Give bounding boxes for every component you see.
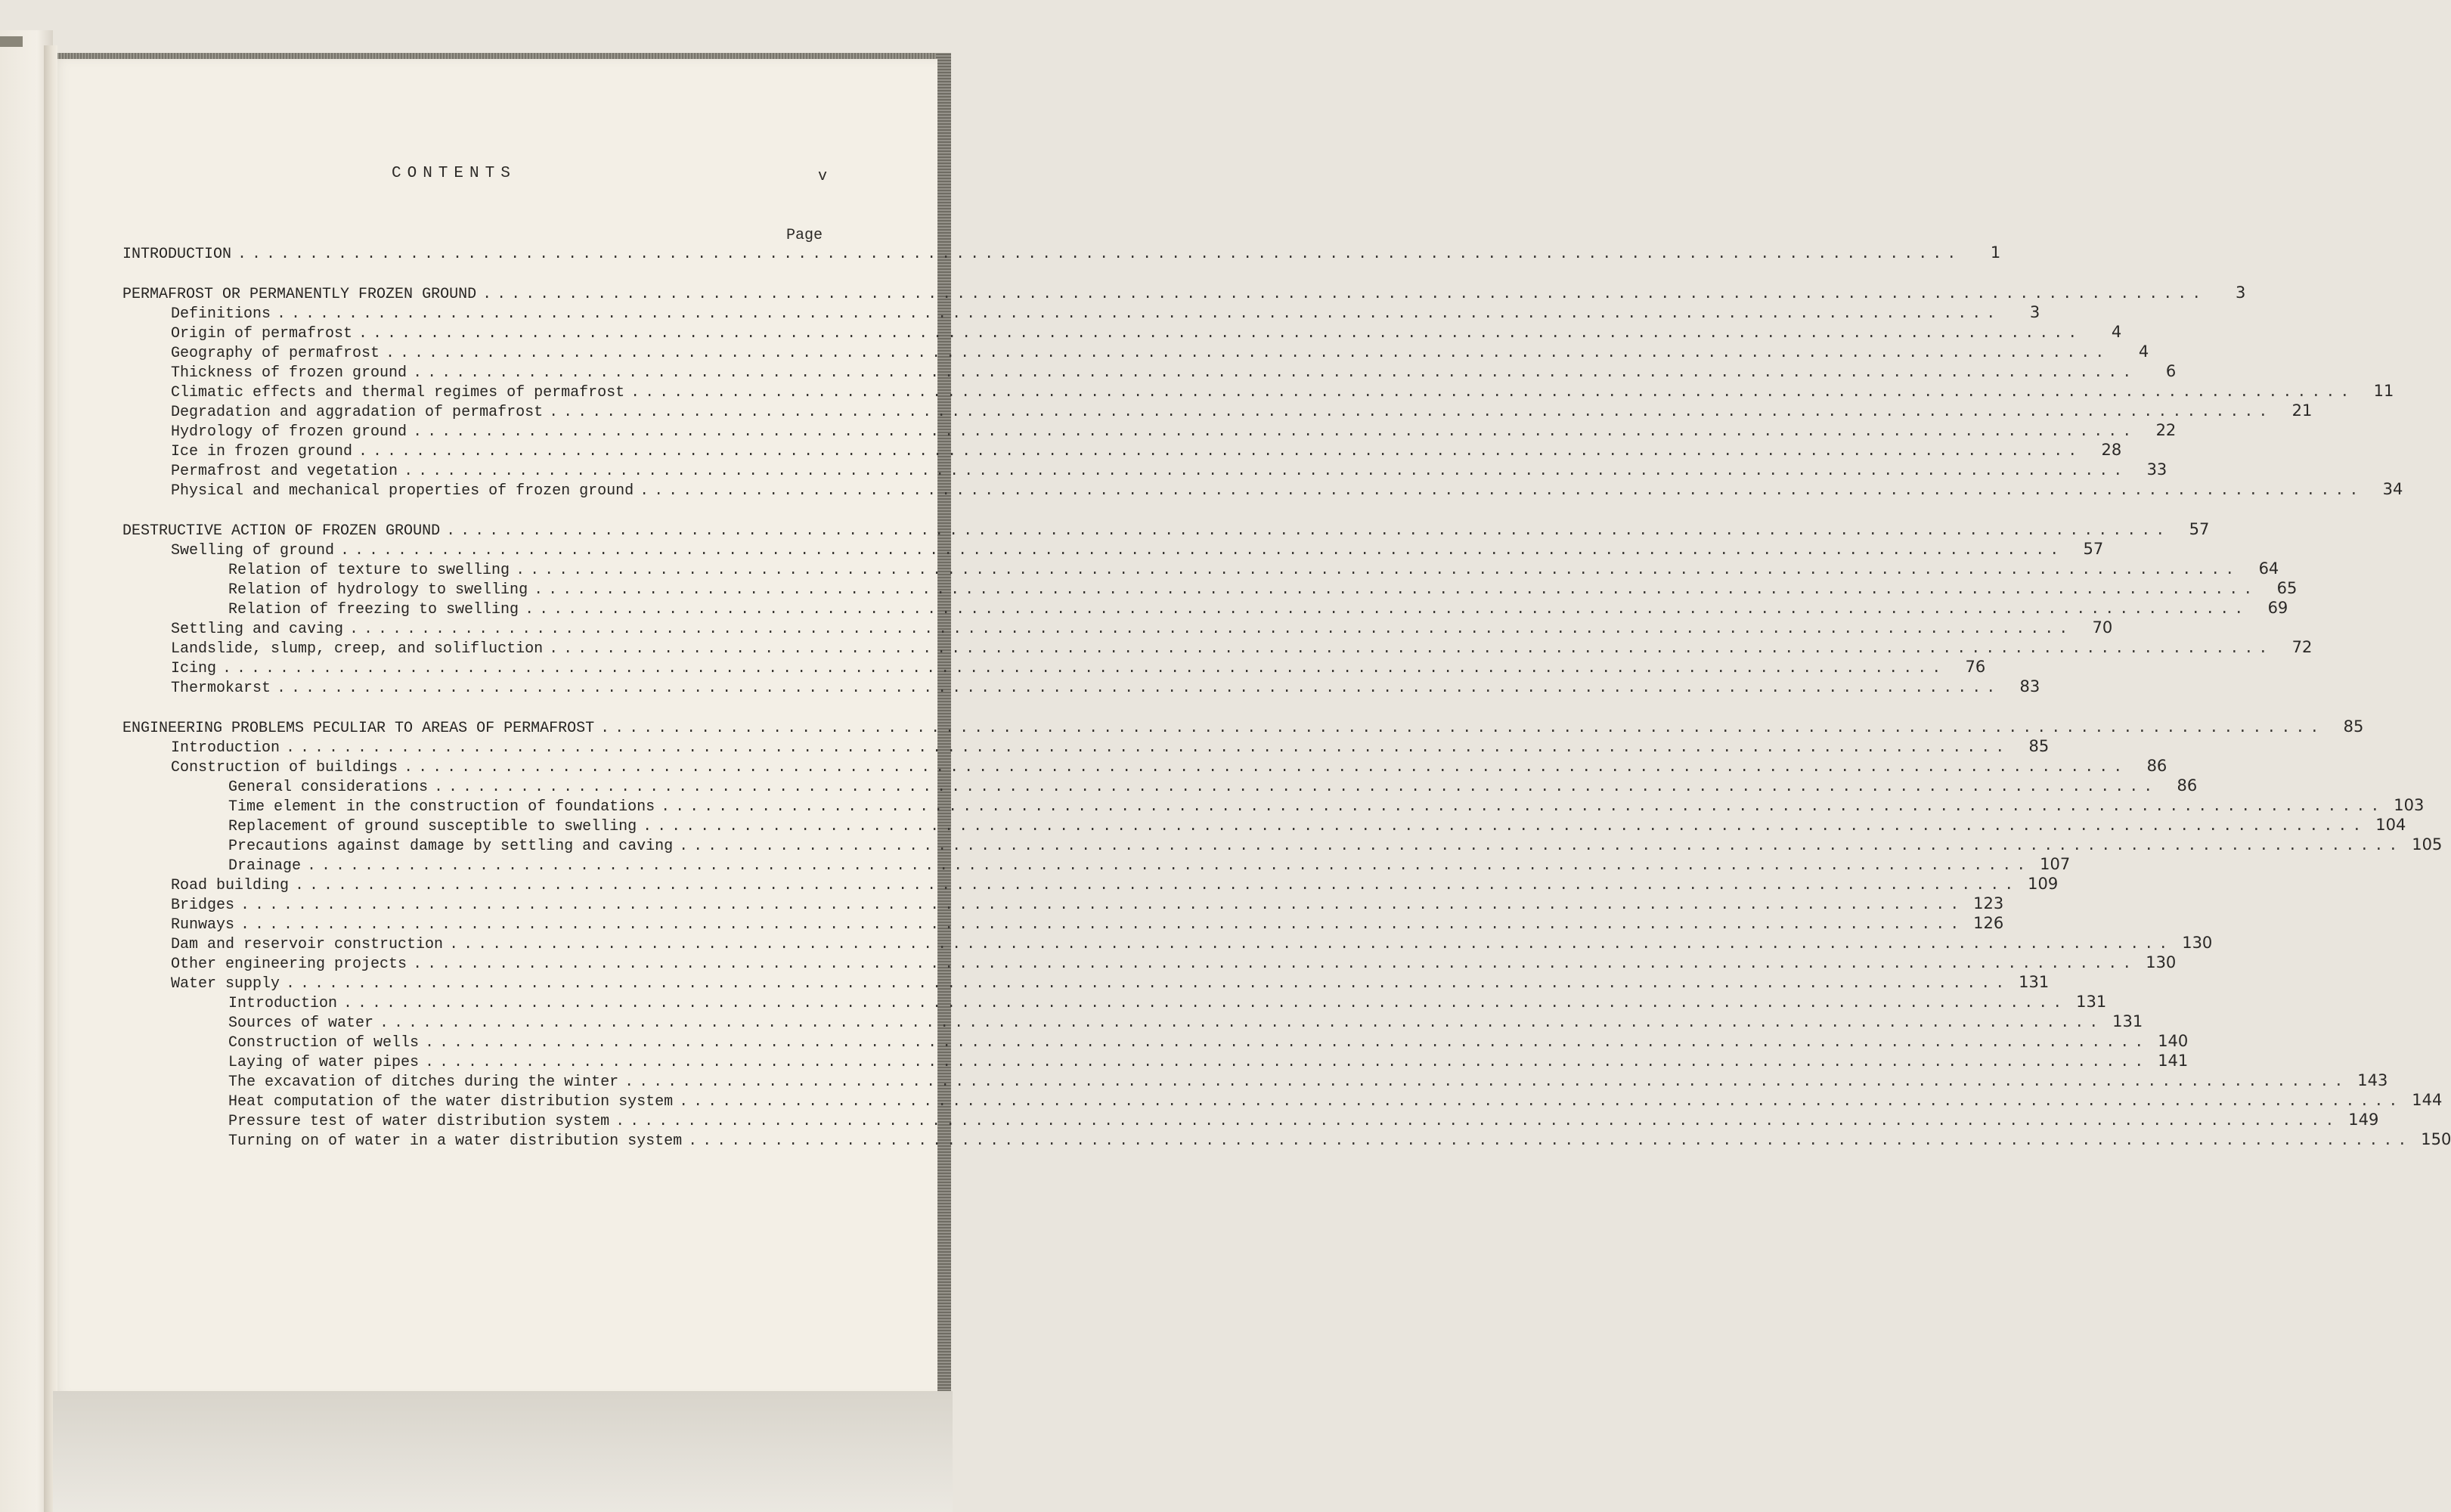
toc-entry	[228, 1129, 2451, 1150]
toc-entry	[122, 717, 2364, 737]
dot-leader: ........................................................................................................................	[295, 877, 2019, 894]
toc-entry	[171, 539, 2104, 559]
toc-entry-page: 149	[2348, 1111, 2379, 1129]
toc-entry-title: PERMAFROST OR PERMANENTLY FROZEN GROUND	[122, 286, 477, 303]
toc-entry-title: Introduction	[171, 739, 280, 757]
toc-entry	[228, 795, 2425, 816]
toc-entry	[228, 835, 2443, 855]
dot-leader: ........................................................................................................................	[340, 542, 2065, 559]
toc-entry-page: 105	[2412, 835, 2443, 854]
toc-entry	[171, 401, 2313, 421]
toc-entry	[171, 736, 2050, 757]
toc-entry-title: Other engineering projects	[171, 956, 407, 973]
toc-entry-page: 131	[2112, 1012, 2143, 1030]
toc-entry-title: The excavation of ditches during the winter	[228, 1074, 619, 1091]
toc-entry-page: 21	[2291, 401, 2313, 420]
toc-entry-page: 85	[2343, 717, 2364, 736]
toc-entry-page: 6	[2165, 362, 2177, 380]
toc-entry-page: 143	[2357, 1071, 2388, 1089]
toc-entry	[171, 953, 2177, 973]
dot-leader: ........................................................................................................................	[413, 956, 2137, 973]
dot-leader: ........................................................................................................................	[449, 936, 2174, 953]
page-number: v	[818, 168, 828, 185]
toc-entry-title: Physical and mechanical properties of frozen ground	[171, 482, 634, 500]
toc-entry-title: General considerations	[228, 779, 429, 796]
toc-entry	[122, 283, 2246, 303]
dot-leader: ........................................................................................................................	[661, 798, 2385, 816]
dot-leader: ........................................................................................................................	[534, 581, 2258, 599]
dot-leader: ........................................................................................................................	[624, 1074, 2349, 1091]
dot-leader: ........................................................................................................................	[688, 1132, 2412, 1150]
dot-leader: ........................................................................................................................	[286, 739, 2010, 757]
toc-entry-title: Landslide, slump, creep, and solifluction	[171, 640, 544, 658]
dot-leader: ........................................................................................................................	[525, 601, 2249, 618]
dot-leader: ........................................................................................................................	[286, 975, 2010, 993]
toc-entry-page: 83	[2019, 677, 2040, 696]
toc-entry-page: 4	[2111, 323, 2122, 341]
toc-entry	[171, 972, 2050, 993]
toc-entry-page: 69	[2267, 599, 2288, 617]
toc-entry-title: Precautions against damage by settling and caving	[228, 838, 674, 855]
toc-entry-title: Settling and caving	[171, 621, 344, 638]
toc-entry	[171, 657, 1986, 677]
dot-leader: ........................................................................................................................	[615, 1113, 2340, 1130]
toc-entry-title: Definitions	[171, 305, 271, 323]
toc-entry	[228, 1051, 2189, 1071]
toc-entry-title: Runways	[171, 916, 235, 934]
dot-leader: ........................................................................................................................	[434, 779, 2158, 796]
toc-entry-title: Drainage	[228, 857, 302, 875]
toc-entry	[122, 243, 2001, 263]
toc-entry-page: 130	[2146, 953, 2177, 971]
toc-entry-title: Construction of wells	[228, 1034, 420, 1052]
page-column-label: Page	[786, 227, 823, 244]
toc-entry-title: Relation of freezing to swelling	[228, 601, 519, 618]
dot-leader: ........................................................................................................................	[549, 404, 2273, 421]
toc-entry-page: 28	[2101, 441, 2122, 459]
toc-entry-page: 57	[2083, 540, 2104, 558]
toc-entry-page: 86	[2177, 776, 2198, 795]
toc-entry	[171, 460, 2167, 480]
toc-entry-title: Replacement of ground susceptible to swelling	[228, 818, 637, 835]
dot-leader: ........................................................................................................................	[404, 463, 2128, 480]
dot-leader: ........................................................................................................................	[404, 759, 2128, 776]
dot-leader: ........................................................................................................................	[631, 384, 2355, 401]
toc-entry-title: Thickness of frozen ground	[171, 364, 407, 382]
toc-entry	[228, 1012, 2143, 1032]
dot-leader: ........................................................................................................................	[307, 857, 2031, 875]
toc-entry-title: Heat computation of the water distribution system	[228, 1093, 674, 1111]
toc-entry-page: 33	[2146, 460, 2167, 479]
toc-entry	[171, 381, 2394, 401]
toc-entry-page: 3	[2029, 303, 2040, 321]
toc-entry	[228, 578, 2298, 599]
toc-entry	[228, 1070, 2388, 1091]
toc-entry-page: 131	[2019, 973, 2050, 991]
toc-entry-page: 64	[2258, 559, 2279, 578]
toc-entry	[228, 1110, 2379, 1130]
toc-entry	[171, 913, 2004, 934]
toc-entry	[171, 756, 2167, 776]
toc-entry-page: 144	[2412, 1091, 2443, 1109]
dot-leader: ........................................................................................................................	[516, 562, 2240, 579]
toc-entry-page: 150	[2421, 1130, 2451, 1148]
toc-entry-title: Relation of hydrology to swelling	[228, 581, 528, 599]
toc-entry-title: Thermokarst	[171, 680, 271, 697]
toc-entry-page: 86	[2146, 757, 2167, 775]
toc-entry	[171, 479, 2403, 500]
toc-entry-title: ENGINEERING PROBLEMS PECULIAR TO AREAS OF PERMAFROST	[122, 720, 595, 737]
toc-entry-page: 4	[2138, 342, 2149, 361]
toc-entry-page: 140	[2158, 1032, 2189, 1050]
toc-entry-page: 123	[1973, 894, 2004, 912]
dot-leader: ........................................................................................................................	[277, 305, 2001, 323]
toc-entry-title: Hydrology of frozen ground	[171, 423, 407, 441]
dot-leader: ........................................................................................................................	[413, 423, 2137, 441]
toc-entry	[171, 440, 2122, 460]
dot-leader: ........................................................................................................................	[349, 621, 2074, 638]
dot-leader: ........................................................................................................................	[446, 522, 2171, 540]
dot-leader: ........................................................................................................................	[358, 325, 2083, 342]
toc-entry-title: Turning on of water in a water distribution system	[228, 1132, 683, 1150]
dot-leader: ........................................................................................................................	[425, 1054, 2149, 1071]
toc-entry-page: 70	[2092, 618, 2113, 637]
dot-leader: ........................................................................................................................	[386, 345, 2110, 362]
toc-entry	[171, 637, 2313, 658]
dot-leader: ........................................................................................................................	[222, 660, 1947, 677]
dot-leader: ........................................................................................................................	[240, 916, 1965, 934]
dot-leader: ........................................................................................................................	[425, 1034, 2149, 1052]
toc-entry-page: 109	[2028, 875, 2059, 893]
toc-entry-page: 107	[2040, 855, 2071, 873]
dot-leader: ........................................................................................................................	[237, 246, 1962, 263]
toc-entry-title: Climatic effects and thermal regimes of permafrost	[171, 384, 625, 401]
toc-entry-title: Dam and reservoir construction	[171, 936, 444, 953]
toc-entry	[171, 302, 2040, 323]
toc-entry-page: 34	[2382, 480, 2403, 498]
dot-leader: ........................................................................................................................	[549, 640, 2273, 658]
toc-entry	[171, 677, 2040, 697]
toc-entry-title: Origin of permafrost	[171, 325, 353, 342]
toc-entry	[228, 992, 2107, 1012]
toc-entry	[171, 420, 2177, 441]
toc-entry-title: Swelling of ground	[171, 542, 335, 559]
toc-entry-page: 3	[2235, 284, 2246, 302]
toc-entry-title: Road building	[171, 877, 290, 894]
toc-entry	[171, 342, 2149, 362]
toc-entry-title: Water supply	[171, 975, 280, 993]
toc-entry-title: DESTRUCTIVE ACTION OF FROZEN GROUND	[122, 522, 441, 540]
toc-entry-page: 22	[2155, 421, 2177, 439]
toc-entry-page: 72	[2291, 638, 2313, 656]
toc-entry-title: Icing	[171, 660, 217, 677]
toc-entry-page: 103	[2394, 796, 2425, 814]
toc-entry-title: Degradation and aggradation of permafrost	[171, 404, 544, 421]
toc-entry-page: 57	[2189, 520, 2210, 538]
toc-entry	[171, 894, 2004, 914]
toc-entry-page: 85	[2028, 737, 2050, 755]
dot-leader: ........................................................................................................................	[600, 720, 2325, 737]
toc-entry	[122, 519, 2210, 540]
toc-entry-title: Ice in frozen ground	[171, 443, 353, 460]
toc-entry-page: 126	[1973, 914, 2004, 932]
toc-entry-title: Introduction	[228, 995, 338, 1012]
toc-entry-title: Pressure test of water distribution system	[228, 1113, 610, 1130]
dot-leader: ........................................................................................................................	[679, 1093, 2403, 1111]
toc-entry	[171, 322, 2122, 342]
toc-entry	[228, 1031, 2189, 1052]
toc-entry-page: 130	[2182, 934, 2213, 952]
toc-entry	[228, 854, 2071, 875]
dot-leader: ........................................................................................................................	[643, 818, 2367, 835]
toc-entry-title: Time element in the construction of foundations	[228, 798, 655, 816]
toc-entry	[171, 933, 2213, 953]
dot-leader: ........................................................................................................................	[482, 286, 2207, 303]
dot-leader: ........................................................................................................................	[679, 838, 2403, 855]
toc-entry-page: 76	[1965, 658, 1986, 676]
dot-leader: ........................................................................................................................	[413, 364, 2137, 382]
toc-entry	[171, 874, 2059, 894]
toc-entry-page: 131	[2076, 993, 2107, 1011]
dot-leader: ........................................................................................................................	[240, 897, 1965, 914]
toc-entry	[228, 776, 2198, 796]
toc-entry	[171, 361, 2177, 382]
dot-leader: ........................................................................................................................	[358, 443, 2083, 460]
page-title: CONTENTS	[392, 165, 516, 182]
toc-entry	[228, 815, 2406, 835]
toc-entry-title: Bridges	[171, 897, 235, 914]
toc-entry-page: 11	[2373, 382, 2394, 400]
dot-leader: ........................................................................................................................	[343, 995, 2068, 1012]
dot-leader: ........................................................................................................................	[640, 482, 2364, 500]
toc-entry-page: 1	[1990, 243, 2001, 262]
toc-entry	[171, 618, 2113, 638]
toc-entry-title: Geography of permafrost	[171, 345, 380, 362]
toc-entry-title: Laying of water pipes	[228, 1054, 420, 1071]
toc-entry-page: 141	[2158, 1052, 2189, 1070]
toc-entry-title: Construction of buildings	[171, 759, 398, 776]
toc-entry-title: Relation of texture to swelling	[228, 562, 510, 579]
toc-entry	[228, 1090, 2443, 1111]
toc-entry-title: Permafrost and vegetation	[171, 463, 398, 480]
toc-entry-title: INTRODUCTION	[122, 246, 232, 263]
toc-entry	[228, 598, 2288, 618]
dot-leader: ........................................................................................................................	[277, 680, 2001, 697]
toc-entry	[228, 559, 2279, 579]
toc-entry-page: 65	[2276, 579, 2298, 597]
toc-entry-page: 104	[2375, 816, 2406, 834]
dot-leader: ........................................................................................................................	[380, 1015, 2104, 1032]
toc-entry-title: Sources of water	[228, 1015, 374, 1032]
